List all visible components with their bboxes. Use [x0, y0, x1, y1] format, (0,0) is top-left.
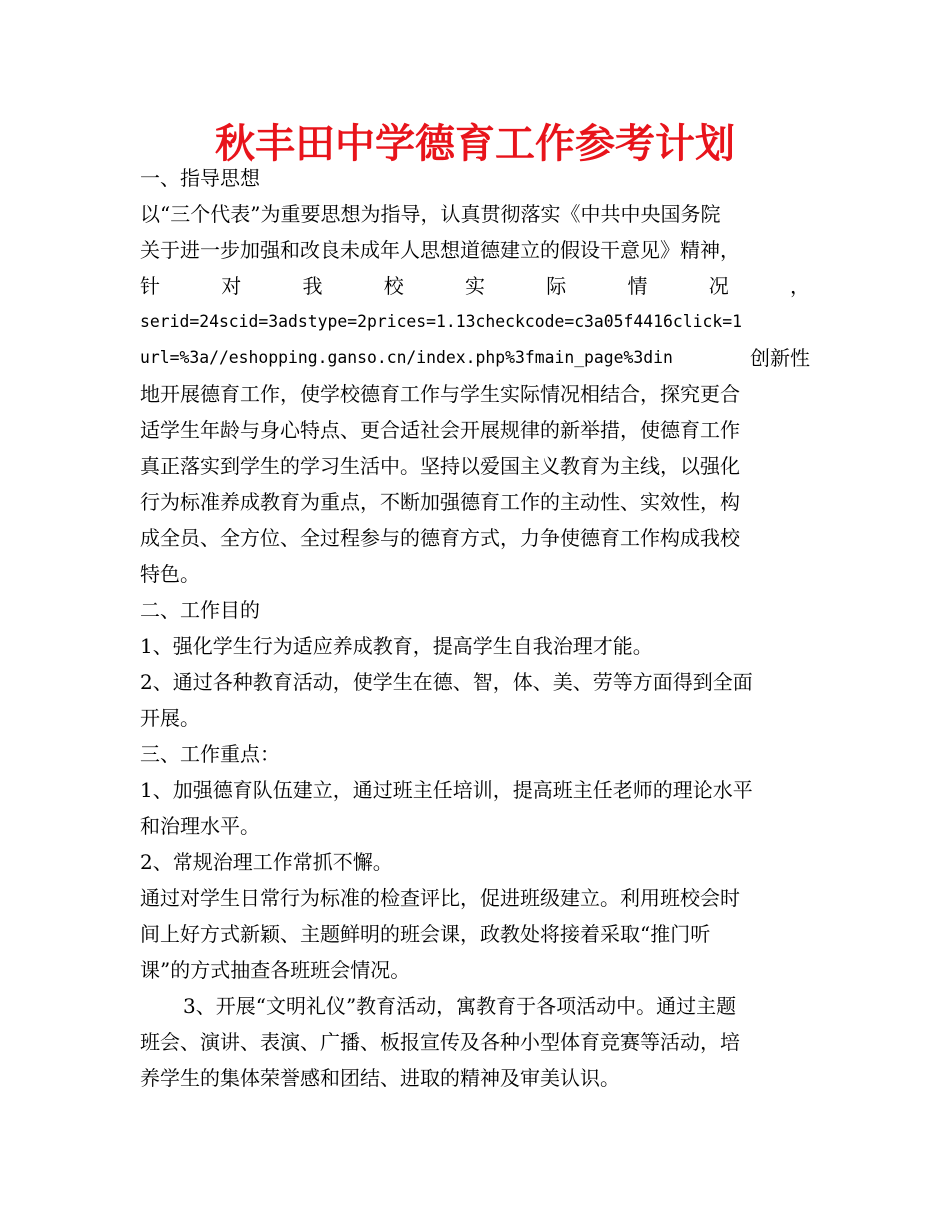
paragraph-line: 间上好方式新颖、主题鲜明的班会课，政教处将接着采取“推门听 — [140, 922, 711, 946]
paragraph-line: 真正落实到学生的学习生活中。坚持以爱国主义教育为主线，以强化 — [140, 454, 740, 478]
paragraph-line: 班会、演讲、表演、广播、板报宣传及各种小型体育竞赛等活动，培 — [140, 1030, 740, 1054]
justified-char: 校 — [383, 274, 404, 298]
justified-char: 情 — [627, 274, 648, 298]
paragraph-line: 成全员、全方位、全过程参与的德育方式，力争使德育工作构成我校 — [140, 526, 740, 550]
url-fragment: url=%3a//eshopping.ganso.cn/index.php%3fmain_page%3din — [140, 348, 673, 367]
list-item: 3、开展“文明礼仪”教育活动，寓教育于各项活动中。通过主题 — [183, 994, 737, 1018]
paragraph-line: 地开展德育工作，使学校德育工作与学生实际情况相结合，探究更合 — [140, 382, 740, 406]
justified-char: 实 — [465, 274, 485, 298]
paragraph-text: 创新性 — [750, 346, 810, 370]
justified-char: ， — [790, 274, 810, 298]
paragraph-line: 以“三个代表”为重要思想为指导，认真贯彻落实《中共中央国务院 — [140, 202, 721, 226]
paragraph-line: 适学生年龄与身心特点、更合适社会开展规律的新举措，使德育工作 — [140, 418, 740, 442]
justified-char: 况 — [708, 274, 729, 298]
section-heading-guiding-ideology: 一、指导思想 — [140, 166, 260, 190]
justified-char: 对 — [221, 274, 242, 298]
justified-line — [140, 268, 810, 304]
section-heading-work-goals: 二、工作目的 — [140, 598, 260, 622]
list-item: 1、加强德育队伍建立，通过班主任培训，提高班主任老师的理论水平 — [140, 778, 753, 802]
list-item: 1、强化学生行为适应养成教育，提高学生自我治理才能。 — [140, 634, 653, 658]
paragraph-line: 行为标准养成教育为重点，不断加强德育工作的主动性、实效性，构 — [140, 490, 740, 514]
paragraph-line: 通过对学生日常行为标准的检查评比，促进班级建立。利用班校会时 — [140, 886, 740, 910]
justified-char: 际 — [546, 274, 567, 298]
paragraph-line: 特色。 — [140, 562, 200, 586]
url-fragment-line: serid=24scid=3adstype=2prices=1.13checkcode=c3a05f4416click=1 — [140, 312, 742, 331]
document-body — [140, 160, 810, 1096]
paragraph-line: 养学生的集体荣誉感和团结、进取的精神及审美认识。 — [140, 1066, 620, 1090]
list-item: 2、通过各种教育活动，使学生在德、智，体、美、劳等方面得到全面 — [140, 670, 753, 694]
list-item: 2、常规治理工作常抓不懈。 — [140, 850, 393, 874]
section-heading-work-focus: 三、工作重点： — [140, 742, 280, 766]
url-mixed-line — [140, 340, 810, 376]
list-item-continuation: 开展。 — [140, 706, 200, 730]
justified-char: 针 — [140, 274, 160, 298]
paragraph-line: 课”的方式抽查各班班会情况。 — [140, 958, 411, 982]
list-item-continuation: 和治理水平。 — [140, 814, 260, 838]
document-title: 秋丰田中学德育工作参考计划 — [215, 121, 735, 167]
justified-char: 我 — [302, 274, 323, 298]
paragraph-line: 关于进一步加强和改良未成年人思想道德建立的假设干意见》精神， — [140, 238, 740, 262]
